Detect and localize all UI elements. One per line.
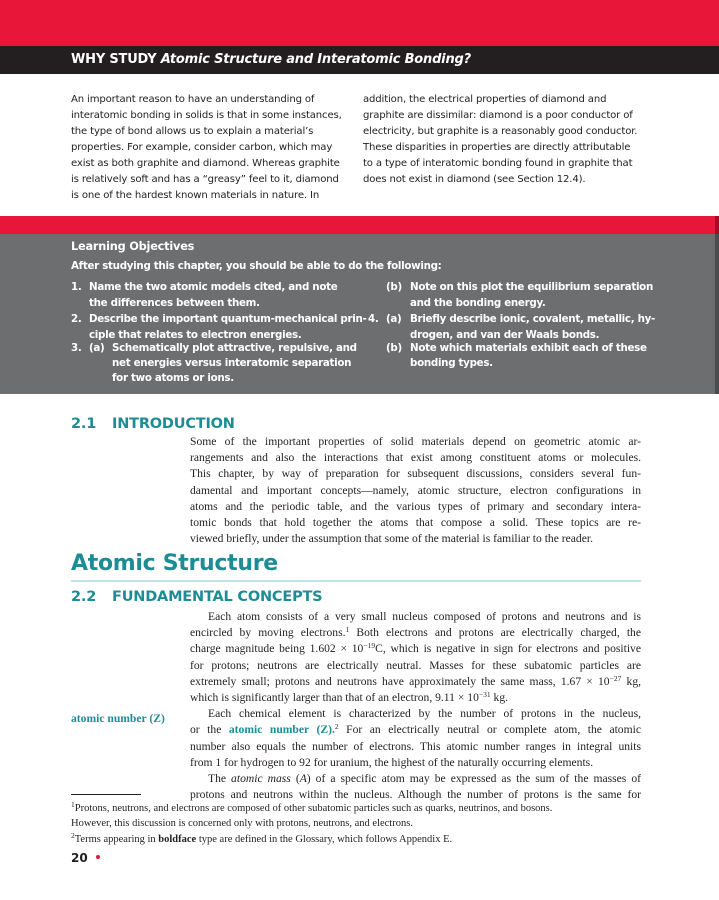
objective-line: net energies versus interatomic separation [112,357,352,369]
why-line: does not exist in diamond (see Section 12.4). [363,174,586,185]
objective-line: Note which materials exhibit each of these [410,342,647,354]
chapter-heading: Atomic Structure [71,551,278,576]
body-line: which is significantly larger than that of an electron, $9.11 \times 10^{-31}$ kg. [190,690,509,705]
keyword-atomic-number: atomic number (Z). [228,723,335,737]
objective-sub-label: (a) [386,313,402,325]
page-bullet-icon [96,855,100,859]
page-number: 20 [71,851,88,865]
body-line: Some of the important properties of solid materials depend on geometric atomic ar- [190,435,641,448]
body-line: Each chemical element is characterized by the number of protons in the nucleus, [208,707,641,721]
section-title: INTRODUCTION [112,416,235,432]
why-line: the type of bond allows us to explain a material’s [71,126,314,137]
objective-number: 3. [71,342,82,354]
body-line: tomic bonds that hold together the atoms that compose a solid. These topics are re- [190,516,641,530]
why-study-left-column [71,92,343,204]
objective-line: bonding types. [410,357,493,369]
fundamental-concepts-text [190,609,641,803]
section-number: 2.1 [71,416,97,432]
chapter-heading-rule [71,580,641,582]
objective-line: drogen, and van der Waals bonds. [410,329,600,341]
objective-number: 4. [368,313,379,325]
footnote-1-cont: However, this discussion is concerned only with protons, neutrons, and electrons. [71,818,413,829]
objective-sub-label: (b) [386,342,402,354]
section-title: FUNDAMENTAL CONCEPTS [112,589,323,605]
objective-line: ciple that relates to electron energies. [89,329,302,341]
learning-objectives-intro: After studying this chapter, you should be able to do the following: [71,260,442,272]
why-line: to a type of interatomic bonding found in graphite that [363,158,633,169]
why-line: electricity, but graphite is a reasonably good conductor. [363,126,638,137]
footnote-ref: 1 [345,625,350,635]
why-study-title: WHY STUDY Atomic Structure and Interatomic Bonding? [71,52,471,67]
body-line: viewed briefly, under the assumption that some of the material is familiar to the reader. [190,532,593,546]
objective-line: for two atoms or ions. [112,372,234,384]
objective-line: Describe the important quantum-mechanical prin- [89,313,367,325]
why-line: interatomic bonding in solids is that in some instances, [71,110,342,121]
margin-term: atomic number (Z) [71,712,165,725]
why-line: is relatively soft and has a “greasy” feel to it, diamond [71,174,339,185]
why-line: exist as both graphite and diamond. Whereas graphite [71,158,340,169]
objective-line: and the bonding energy. [410,297,546,309]
why-line: These disparities in properties are directly attributable [363,142,631,153]
objectives-red-band [0,216,719,234]
body-line: from 1 for hydrogen to 92 for uranium, the highest of the naturally occurring elements. [190,755,594,769]
footnote-1: $^1$Protons, neutrons, and electrons are composed of other subatomic particles such as quarks, neutrinos, and bosons. [71,800,553,814]
body-line: This chapter, by way of preparation for subsequent discussions, considers several fun- [190,467,641,481]
objective-line: Schematically plot attractive, repulsive, and [112,342,357,354]
body-line: protons and neutrons within the nucleus. Although the number of protons is the same for [190,788,641,802]
section-number: 2.2 [71,589,97,605]
objective-line: the differences between them. [89,297,260,309]
why-line: An important reason to have an understanding of [71,94,315,105]
objective-line: Name the two atomic models cited, and note [89,281,338,293]
body-line: number also equals the number of electrons. This atomic number ranges in integral units [190,739,641,753]
why-line: addition, the electrical properties of diamond and [363,94,607,105]
objective-number: 2. [71,313,82,325]
why-study-right-column [363,92,638,188]
body-line: The atomic mass (A) of a specific atom may be expressed as the sum of the masses of [208,772,641,786]
body-line: or the atomic number (Z).$^2$ For an electrically neutral or complete atom, the atomic [190,722,641,737]
body-line: Each atom consists of a very small nucleus composed of protons and neutrons and is [208,610,641,623]
body-line: atoms and the periodic table, and the various types of primary and secondary intera- [190,499,641,513]
body-line: extremely small; protons and neutrons have approximately the same mass, $1.67 \times 10^{-27}$ kg, [190,673,642,688]
objective-sub-label: (b) [386,281,402,293]
body-line: charge magnitude being $1.602 \times 10^{-19}C$, which is negative in sign for electrons and positive [190,641,641,656]
why-line: properties. For example, consider carbon, which may [71,142,333,153]
body-line: encircled by moving electrons.$^1$ Both electrons and protons are electrically charged, the [190,625,641,640]
objective-number: 1. [71,281,82,293]
introduction-paragraph [190,434,641,547]
objective-sub-label: (a) [89,342,105,354]
objective-line: Note on this plot the equilibrium separation [410,281,653,293]
learning-objectives-heading: Learning Objectives [71,240,195,253]
footnote-rule [71,794,141,795]
why-line: is one of the hardest known materials in nature. In [71,190,320,201]
footnote-2: $^2$Terms appearing in boldface type are defined in the Glossary, which follows Appendix E. [71,831,453,845]
body-line: rangements and also the interactions that exist among constituent atoms or molecules. [190,451,641,465]
body-line: for protons; neutrons are electrically neutral. Masses for these subatomic particles are [190,658,641,672]
body-line: damental and important concepts—namely, atomic structure, electron configurations in [190,483,641,497]
footnote-ref: 2 [334,722,339,732]
top-red-band [0,0,719,46]
objective-line: Briefly describe ionic, covalent, metallic, hy- [410,313,656,325]
why-line: graphite are dissimilar: diamond is a poor conductor of [363,110,633,121]
